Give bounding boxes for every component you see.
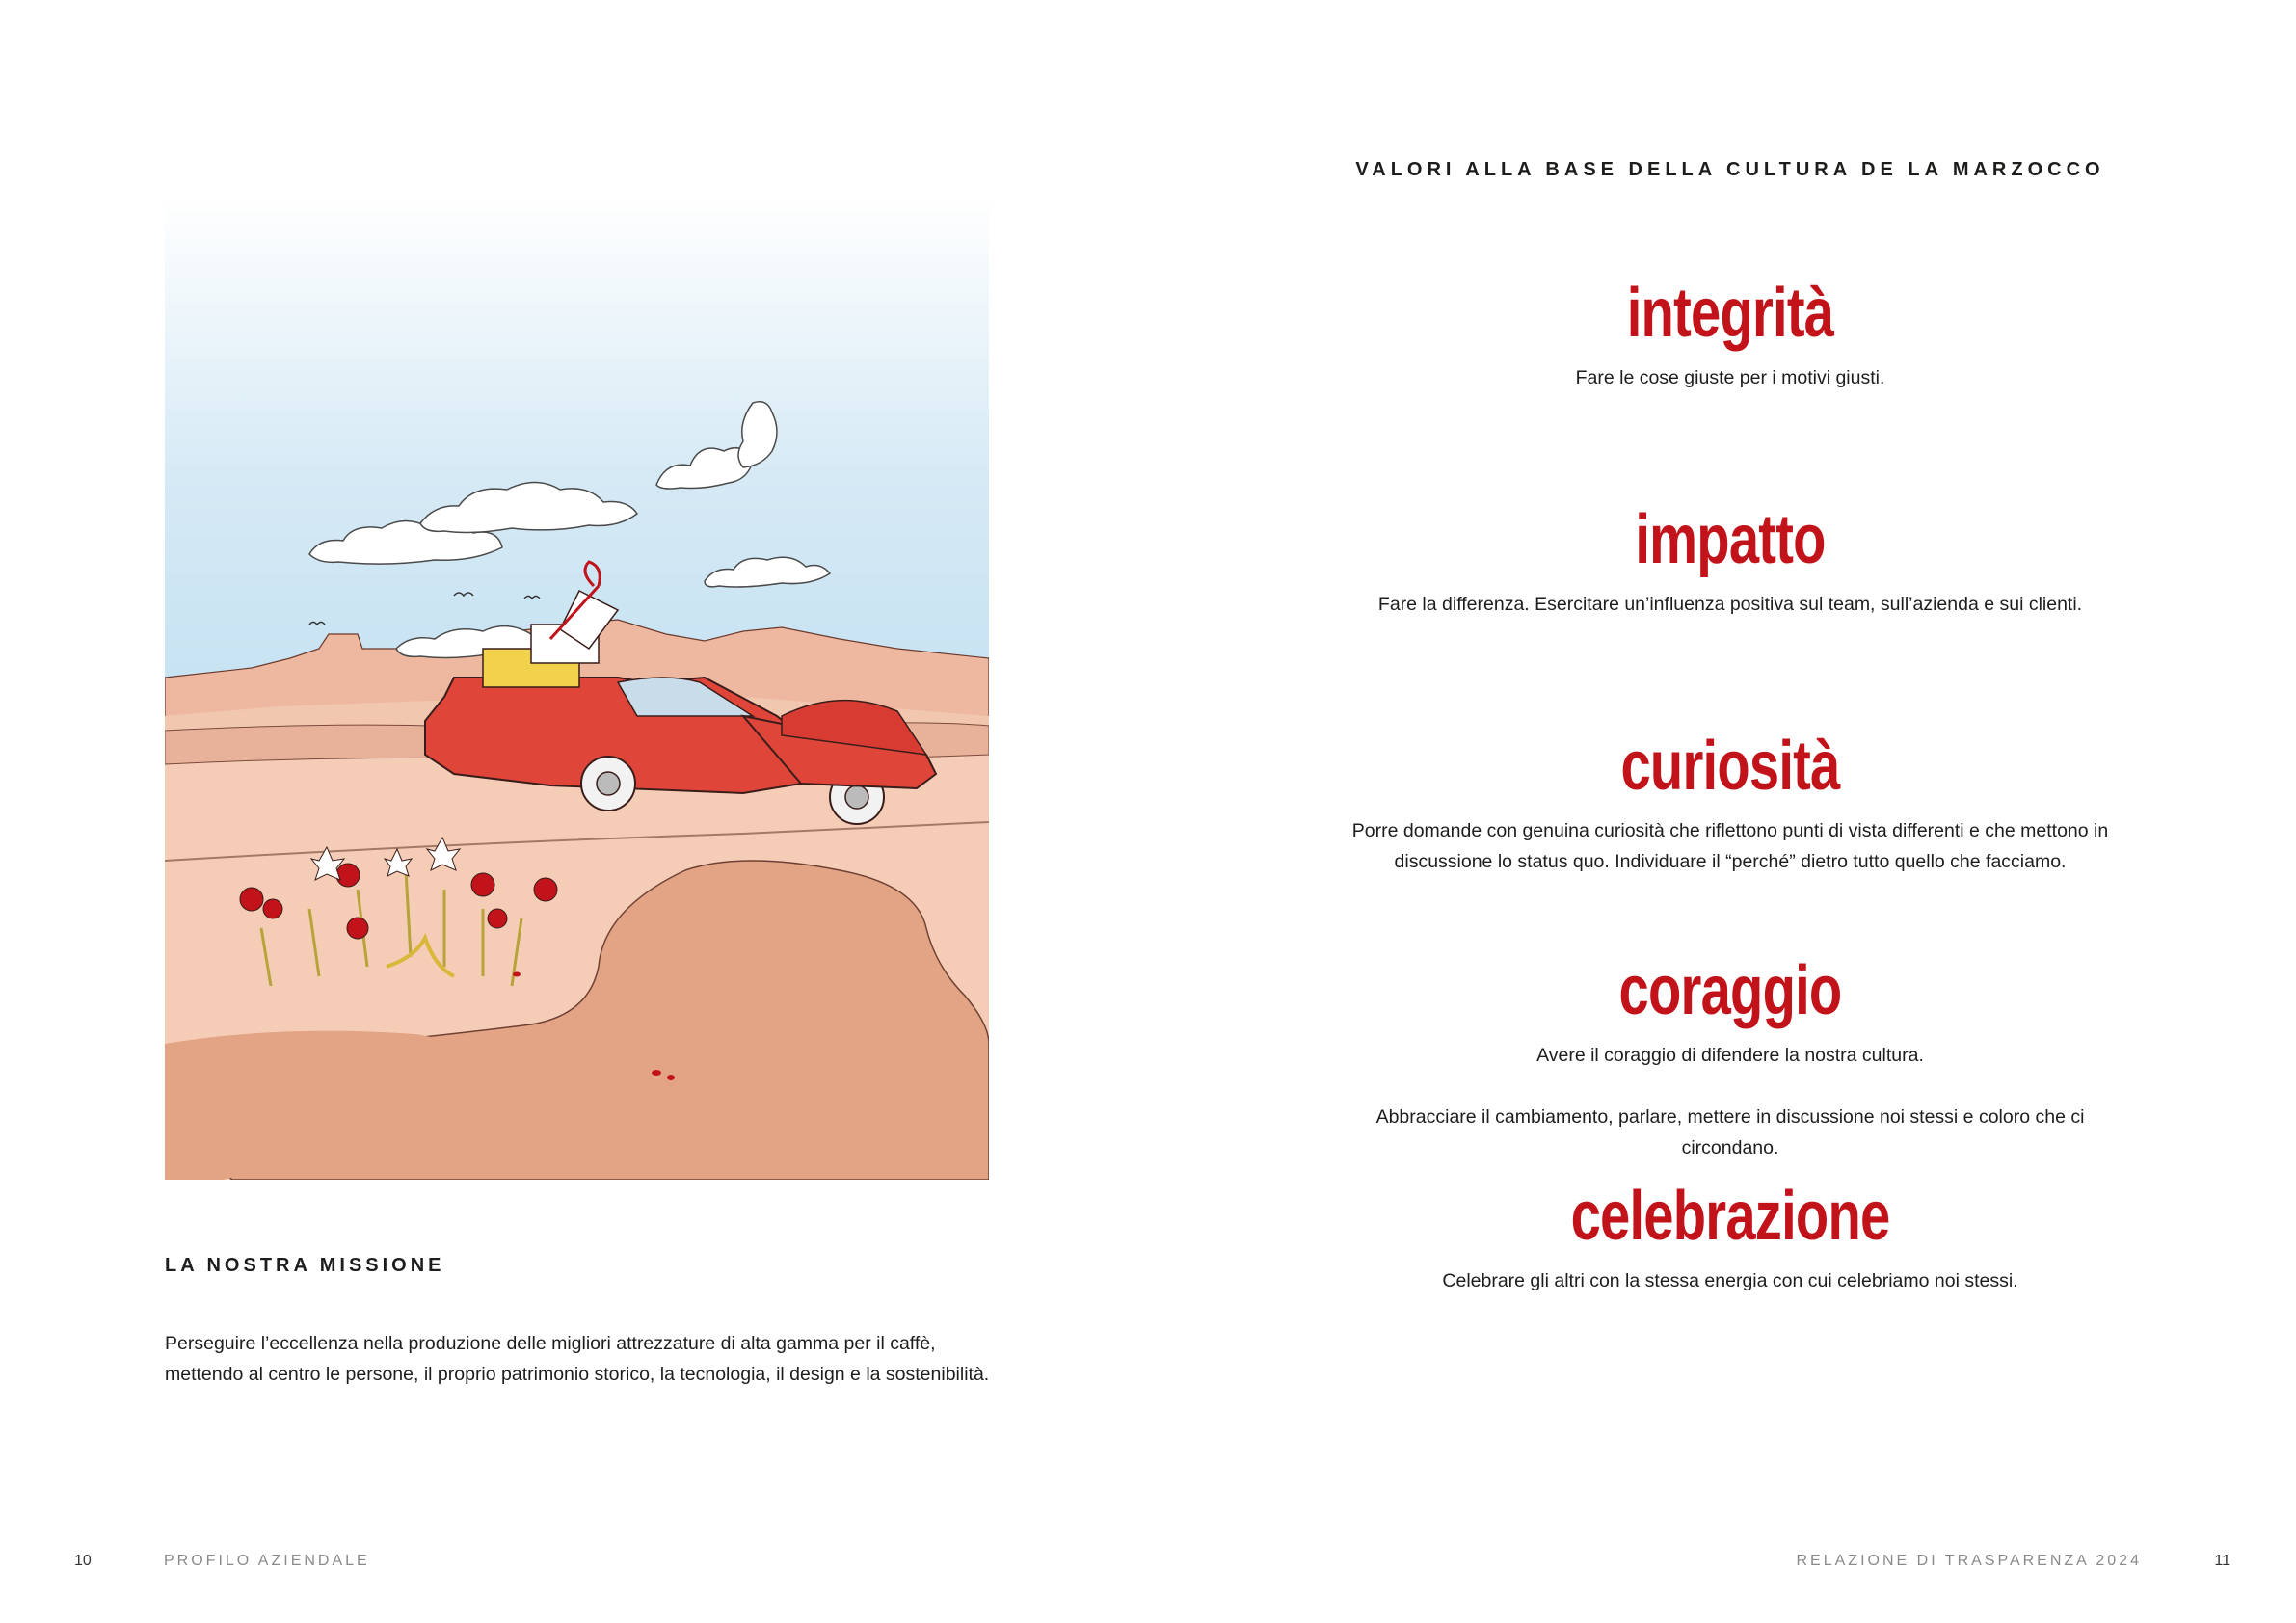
value-description: Fare le cose giuste per i motivi giusti. — [1575, 367, 1885, 388]
value-title-impatto: impatto — [1635, 501, 1826, 578]
values-heading: VALORI ALLA BASE DELLA CULTURA DE LA MARZOCCO — [1355, 159, 2105, 180]
value-description: Porre domande con genuina curiosità che riflettono punti di vista differenti e che mettono in — [1351, 820, 2109, 841]
page-number-right: 11 — [2214, 1553, 2230, 1569]
section-label: PROFILO AZIENDALE — [164, 1553, 370, 1569]
value-title-curiosita: curiosità — [1620, 728, 1840, 805]
value-title-coraggio: coraggio — [1618, 952, 1842, 1029]
value-title-celebrazione: celebrazione — [1570, 1178, 1890, 1255]
value-description: circondano. — [1681, 1137, 1779, 1158]
mission-text-line: Perseguire l’eccellenza nella produzione delle migliori attrezzature di alta gamma per il caffè, — [165, 1333, 936, 1354]
value-description: discussione lo status quo. Individuare il “perché” dietro tutto quello che facciamo. — [1394, 851, 2067, 872]
value-description: Abbracciare il cambiamento, parlare, mettere in discussione noi stessi e coloro che ci — [1375, 1106, 2085, 1128]
page-number-left: 10 — [74, 1553, 92, 1569]
value-title-integrita: integrità — [1626, 275, 1834, 352]
desert-car-illustration — [165, 196, 989, 1180]
report-label: RELAZIONE DI TRASPARENZA 2024 — [1796, 1553, 2142, 1569]
mission-heading: LA NOSTRA MISSIONE — [165, 1255, 445, 1276]
mission-text-line: mettendo al centro le persone, il proprio patrimonio storico, la tecnologia, il design e la sostenibilità. — [165, 1364, 990, 1385]
value-description: Celebrare gli altri con la stessa energia con cui celebriamo noi stessi. — [1442, 1270, 2018, 1291]
value-description: Fare la differenza. Esercitare un’influenza positiva sul team, sull’azienda e sui clienti. — [1377, 594, 2083, 615]
illustration-svg — [165, 196, 989, 1180]
value-description: Avere il coraggio di difendere la nostra cultura. — [1536, 1045, 1924, 1066]
